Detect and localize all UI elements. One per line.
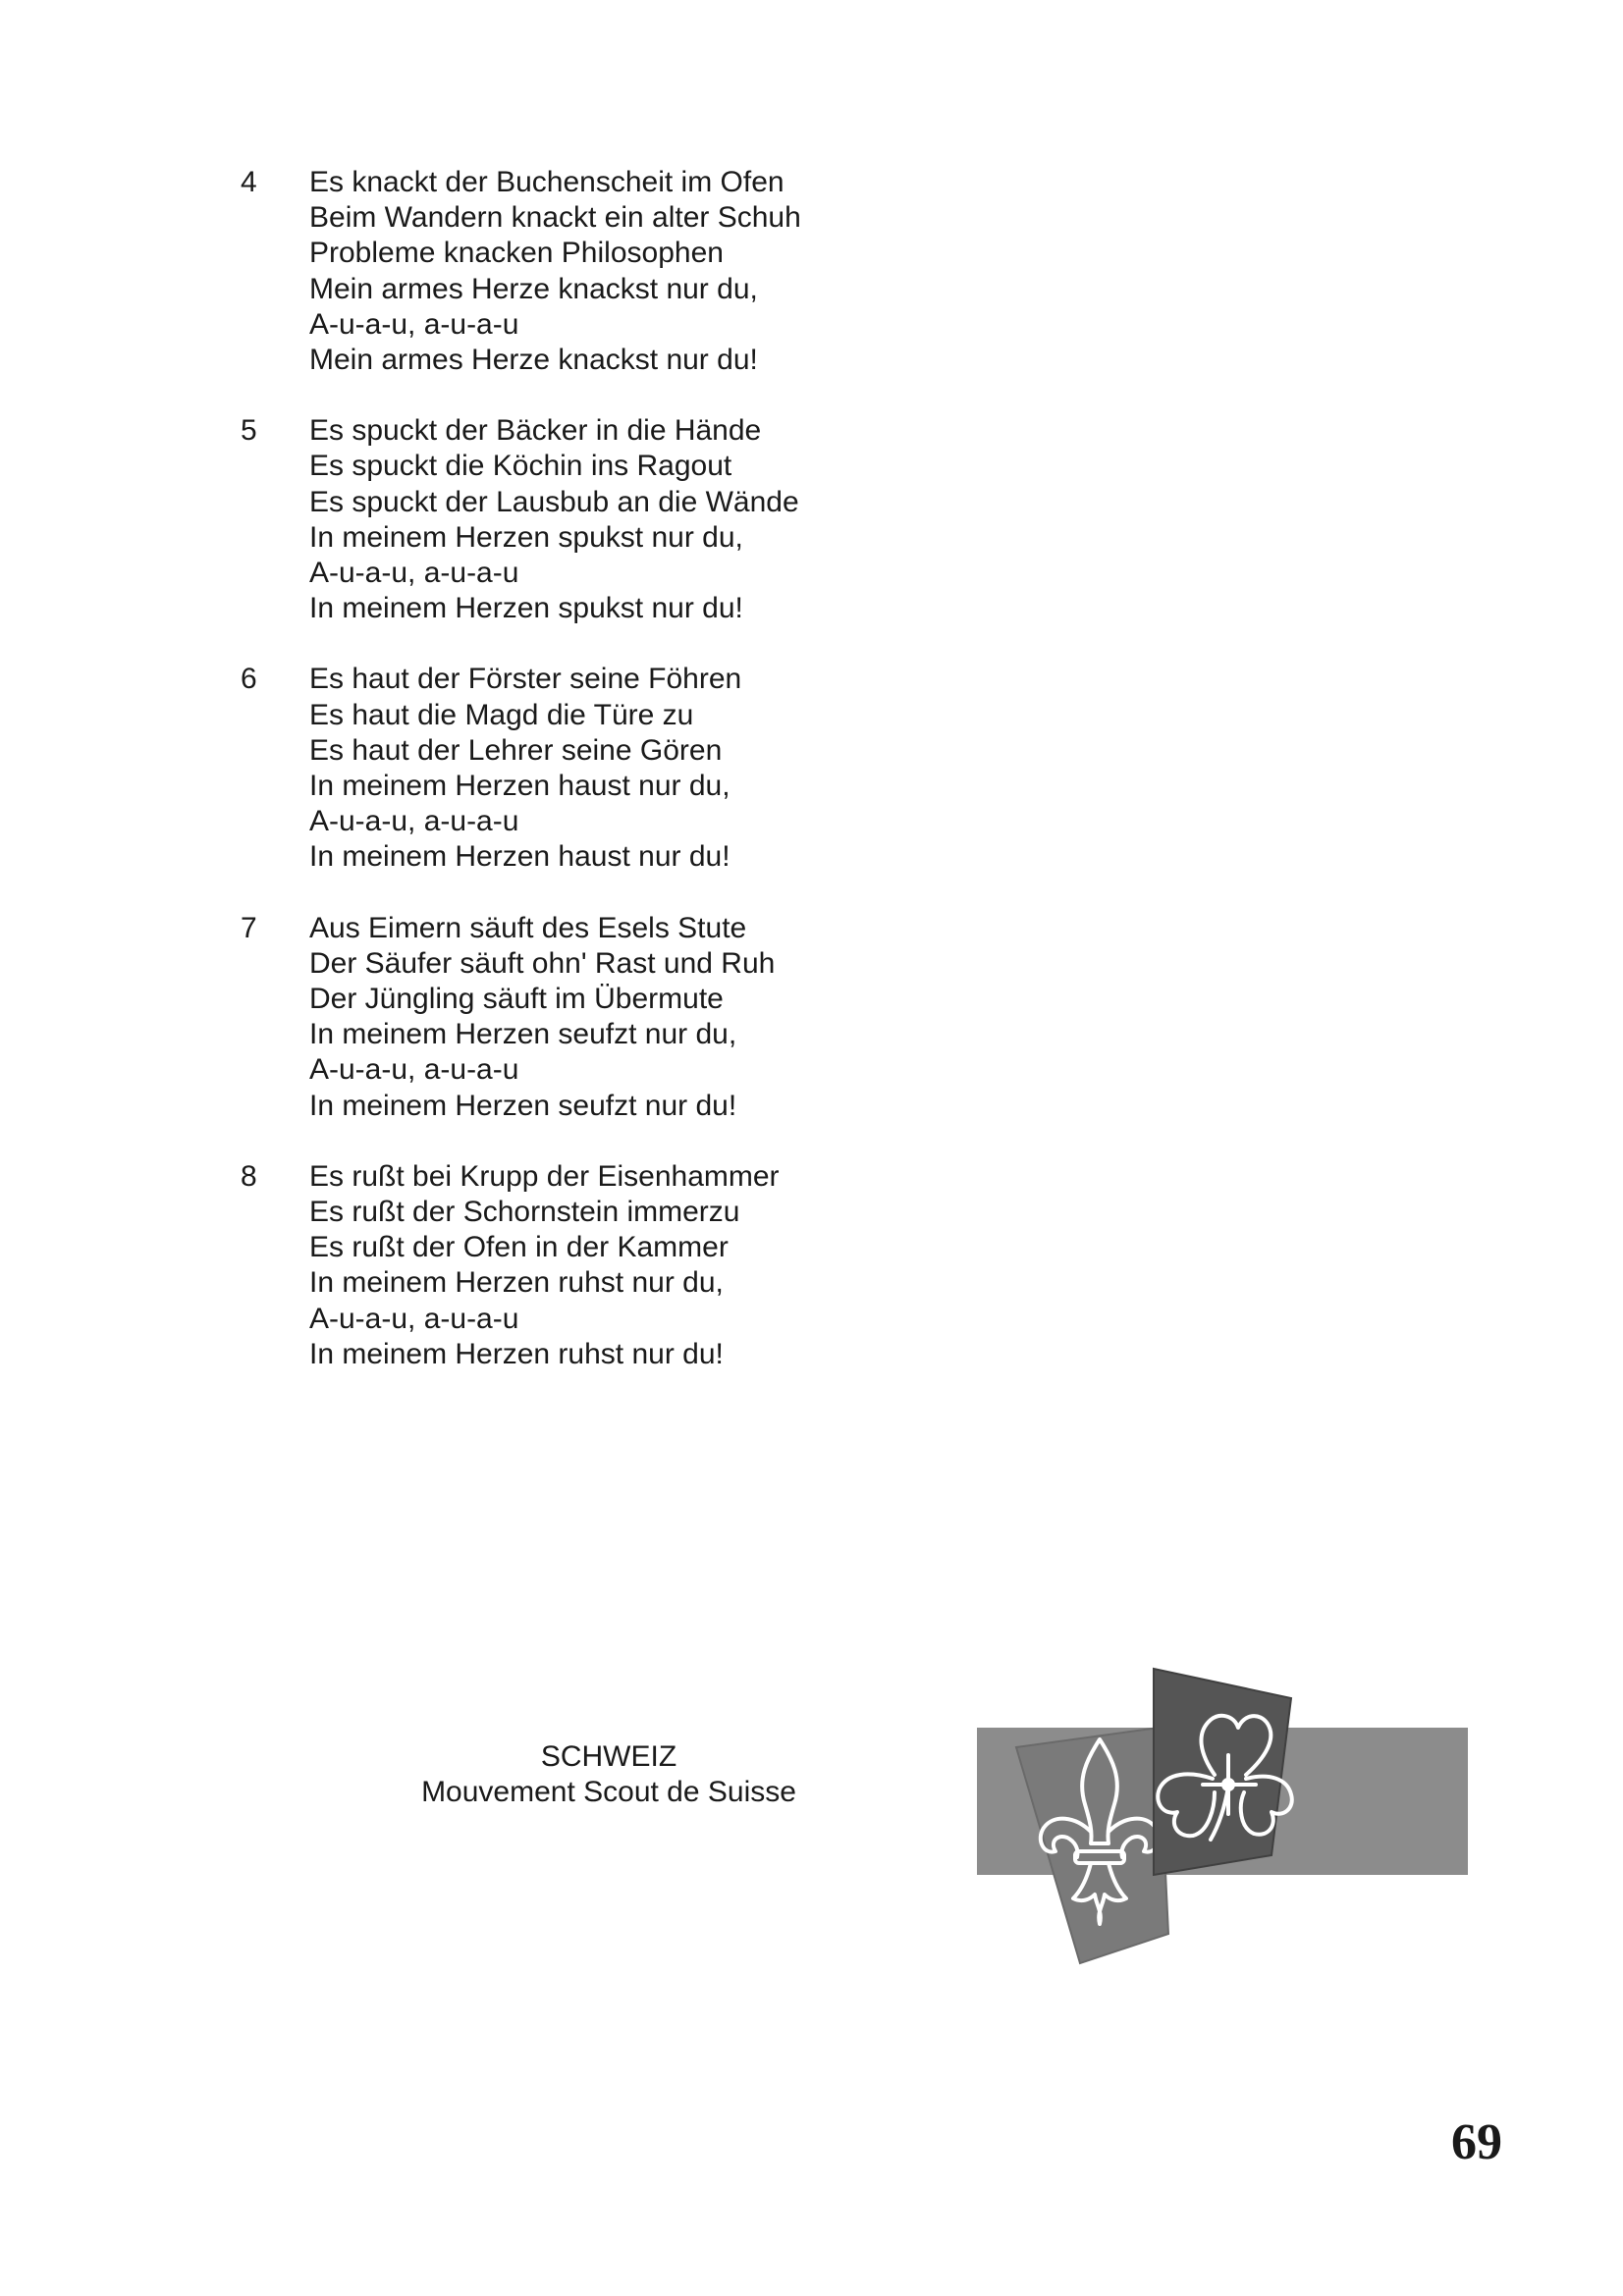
verse-line: Es spuckt die Köchin ins Ragout	[309, 450, 732, 483]
verse-number: 5	[241, 414, 257, 448]
verse-lines	[309, 413, 928, 626]
country-name: SCHWEIZ	[540, 1740, 677, 1773]
verse-line: A-u-a-u, a-u-a-u	[309, 1302, 519, 1335]
verse-line: In meinem Herzen spukst nur du!	[309, 592, 743, 625]
verse-lines	[309, 662, 928, 875]
verse-line: A-u-a-u, a-u-a-u	[309, 307, 519, 341]
verse-line: In meinem Herzen seufzt nur du,	[309, 1018, 737, 1051]
verse-line: Es rußt der Ofen in der Kammer	[309, 1231, 729, 1264]
verse-number: 7	[241, 911, 257, 944]
verse-number: 8	[241, 1159, 257, 1193]
verse-line: Es spuckt der Bäcker in die Hände	[309, 414, 762, 448]
verse-line: A-u-a-u, a-u-a-u	[309, 805, 519, 838]
page-number: 69	[1451, 2114, 1502, 2170]
verse-line: Aus Eimern säuft des Esels Stute	[309, 911, 747, 944]
verse-line: In meinem Herzen ruhst nur du!	[309, 1337, 724, 1370]
verse-line: In meinem Herzen haust nur du!	[309, 840, 730, 874]
verse-line: Der Jüngling säuft im Übermute	[309, 983, 724, 1016]
song-verses	[241, 165, 928, 1408]
verse	[241, 165, 928, 378]
verse-lines	[309, 165, 928, 378]
verse-line: Der Säufer säuft ohn' Rast und Ruh	[309, 946, 776, 980]
verse-lines	[309, 1159, 928, 1372]
verse-line: Es rußt der Schornstein immerzu	[309, 1196, 740, 1229]
verse-lines	[309, 911, 928, 1124]
right-badge	[1154, 1669, 1292, 1875]
verse-line: In meinem Herzen spukst nur du,	[309, 520, 743, 554]
verse-line: In meinem Herzen seufzt nur du!	[309, 1089, 737, 1122]
verse-line: Es haut der Lehrer seine Gören	[309, 733, 723, 767]
verse	[241, 911, 928, 1124]
verse-number: 4	[241, 166, 257, 198]
verse-line: Es knackt der Buchenscheit im Ofen	[309, 166, 784, 198]
verse-line: Probleme knacken Philosophen	[309, 237, 724, 270]
verse-line: In meinem Herzen ruhst nur du,	[309, 1266, 724, 1300]
verse	[241, 413, 928, 626]
association-caption	[363, 1739, 854, 1810]
verse	[241, 662, 928, 875]
verse-line: A-u-a-u, a-u-a-u	[309, 557, 519, 590]
verse	[241, 1159, 928, 1372]
verse-line: Es spuckt der Lausbub an die Wände	[309, 485, 799, 518]
organization-name: Mouvement Scout de Suisse	[421, 1776, 796, 1808]
verse-line: In meinem Herzen haust nur du,	[309, 770, 730, 803]
verse-line: Es haut der Förster seine Föhren	[309, 663, 742, 696]
verse-number: 6	[241, 663, 257, 696]
verse-line: Beim Wandern knackt ein alter Schuh	[309, 201, 801, 235]
verse-line: Mein armes Herze knackst nur du!	[309, 344, 758, 377]
verse-line: A-u-a-u, a-u-a-u	[309, 1053, 519, 1087]
verse-line: Mein armes Herze knackst nur du,	[309, 272, 758, 305]
verse-line: Es haut die Magd die Türe zu	[309, 698, 694, 731]
scout-emblem	[967, 1649, 1478, 1983]
verse-line: Es rußt bei Krupp der Eisenhammer	[309, 1159, 780, 1193]
